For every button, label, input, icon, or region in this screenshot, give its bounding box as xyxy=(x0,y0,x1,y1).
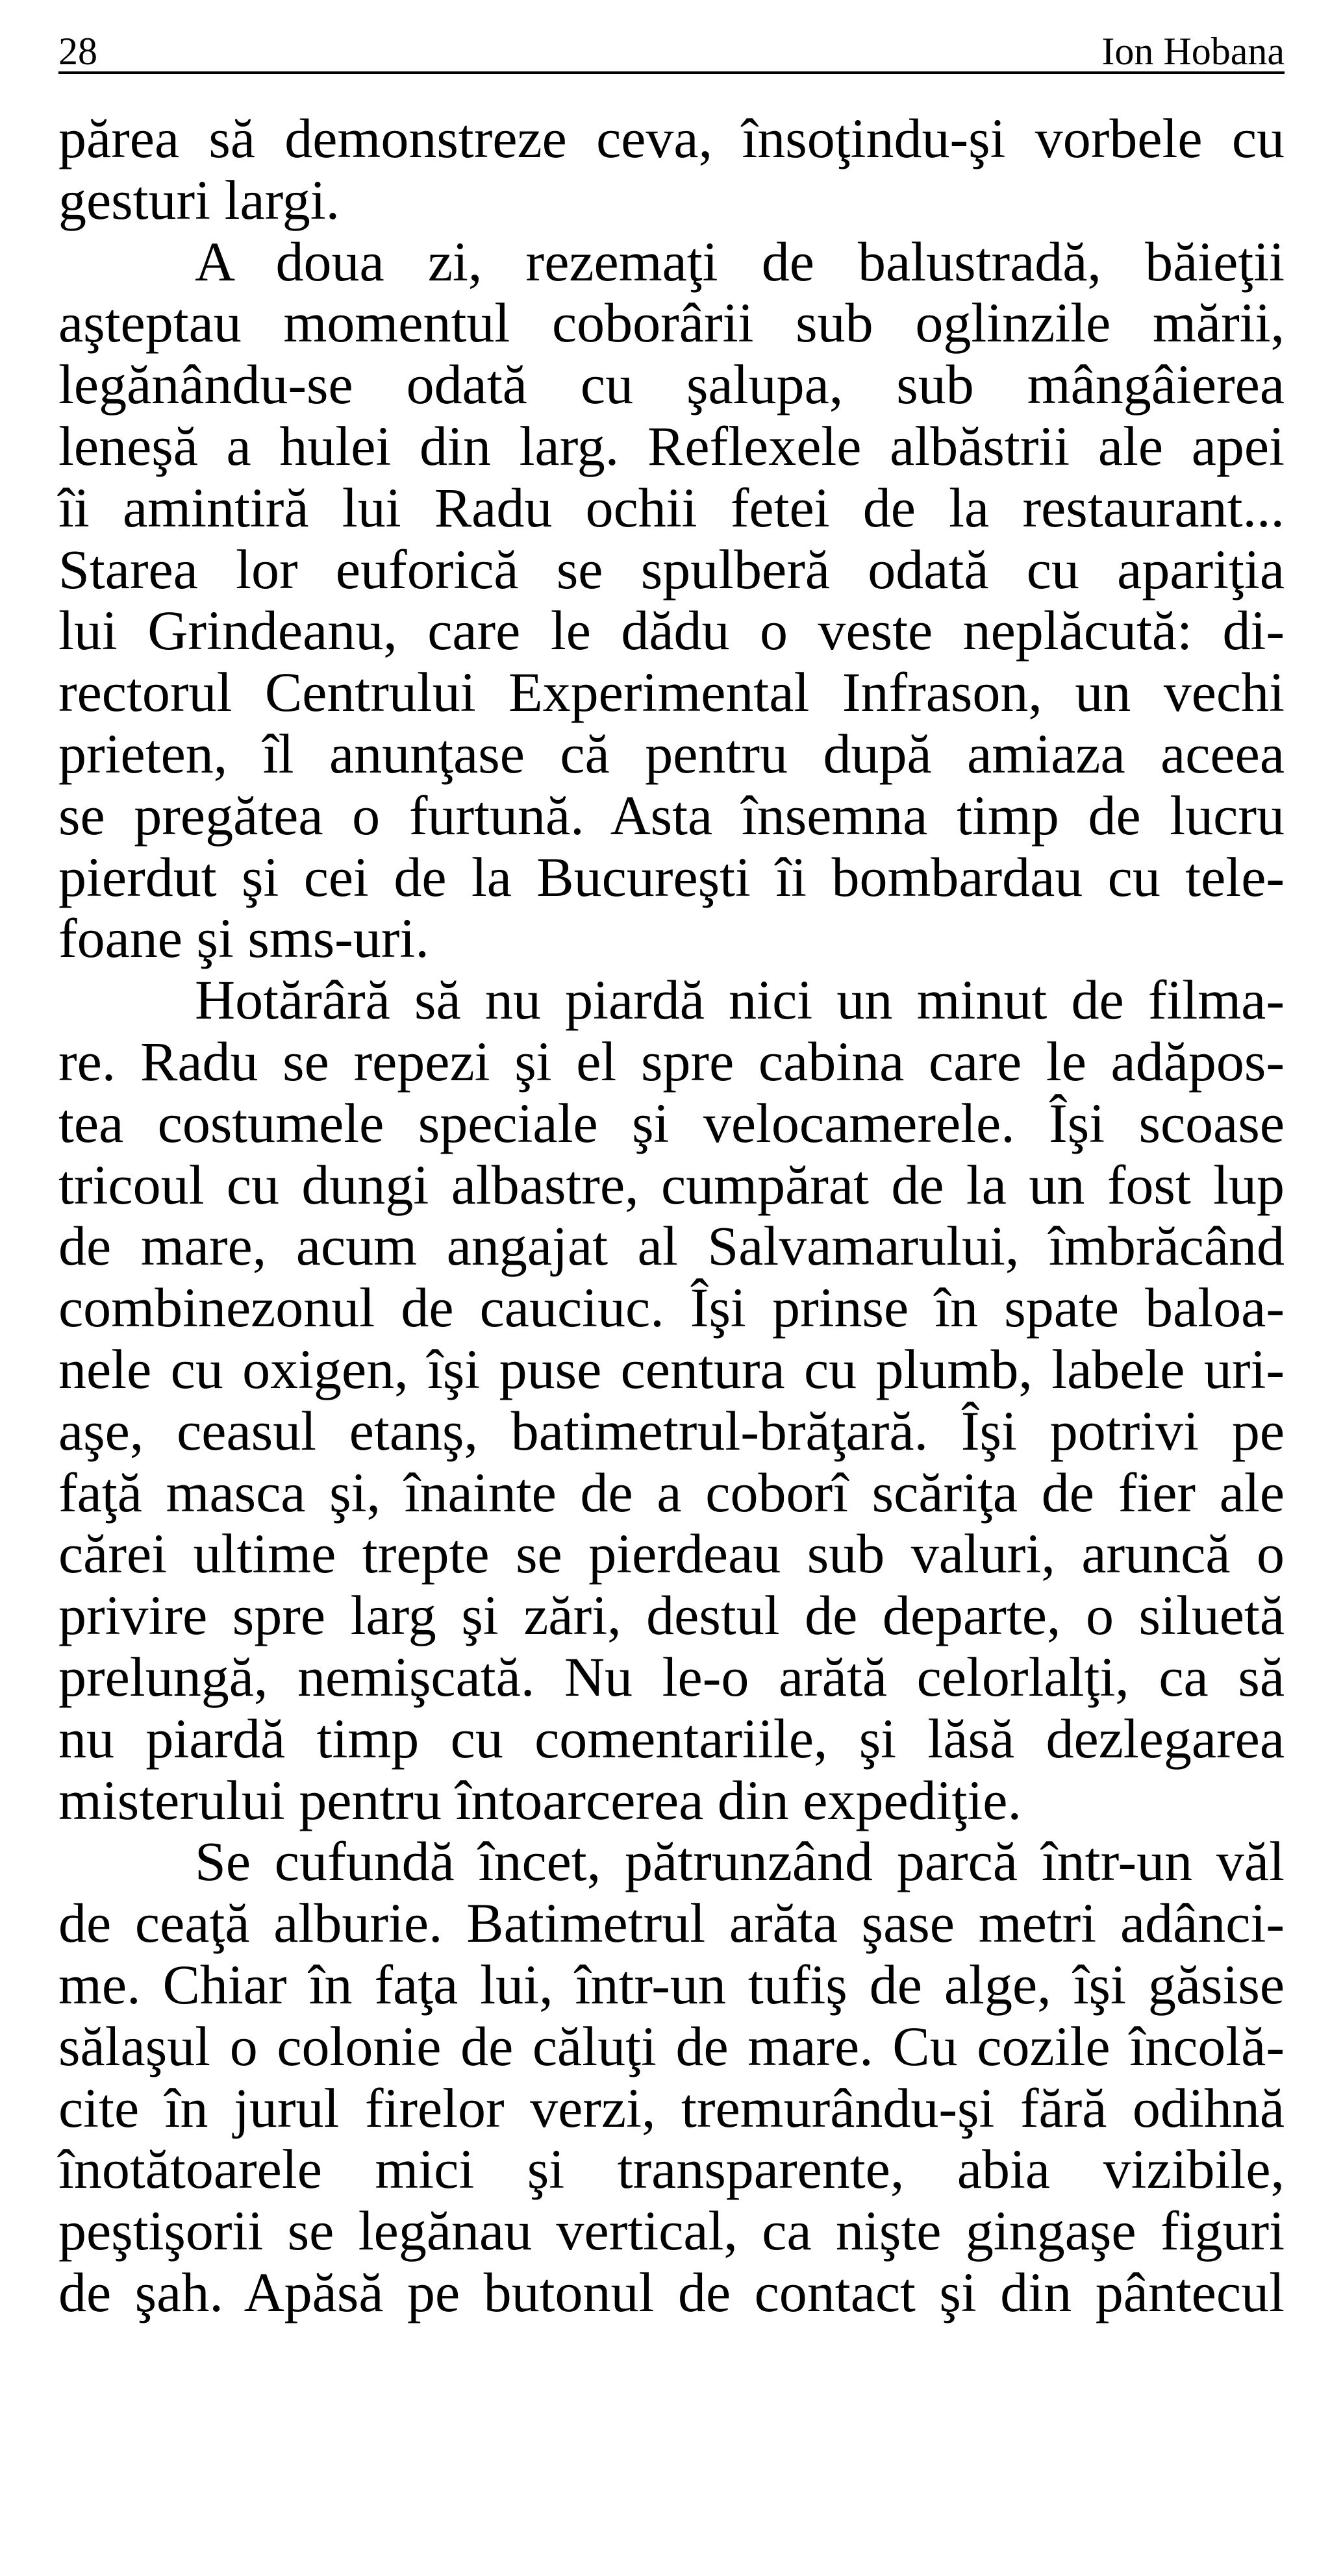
text-line: gesturi largi. xyxy=(58,168,340,231)
text-line: de mare, acum angajat al Salvamarului, îmbrăcând xyxy=(58,1215,1285,1278)
book-page xyxy=(58,26,1285,2545)
text-line: me. Chiar în faţa lui, într-un tufiş de alge, îşi găsise xyxy=(58,1953,1285,2016)
text-line: prieten, îl anunţase că pentru după amiaza aceea xyxy=(58,722,1285,785)
text-line: lui Grindeanu, care le dădu o veste neplăcută: di- xyxy=(58,599,1285,662)
text-line: leneşă a hulei din larg. Reflexele albăstrii ale apei xyxy=(58,414,1285,477)
text-line: Hotărâră să nu piardă nici un minut de filma- xyxy=(195,969,1285,1032)
text-line: Se cufundă încet, pătrunzând parcă într-un văl xyxy=(195,1830,1285,1893)
text-line: tricoul cu dungi albastre, cumpărat de la un fost lup xyxy=(58,1153,1285,1216)
text-line: cărei ultime trepte se pierdeau sub valuri, aruncă o xyxy=(58,1522,1285,1585)
running-header xyxy=(58,26,1285,74)
text-line: înotătoarele mici şi transparente, abia vizibile, xyxy=(58,2138,1285,2201)
text-line: cite în jurul firelor verzi, tremurându-şi fără odihnă xyxy=(58,2076,1285,2139)
text-line: de ceaţă alburie. Batimetrul arăta şase metri adânci- xyxy=(58,1892,1285,1955)
text-line: nele cu oxigen, îşi puse centura cu plumb, labele uri- xyxy=(58,1337,1285,1400)
text-line: nu piardă timp cu comentariile, şi lăsă dezlegarea xyxy=(58,1707,1285,1770)
text-line: aşe, ceasul etanş, batimetrul-brăţară. Îşi potrivi pe xyxy=(58,1399,1285,1462)
paragraph xyxy=(58,1831,1285,2323)
text-line: se pregătea o furtună. Asta însemna timp de lucru xyxy=(58,784,1285,847)
text-line: pierdut şi cei de la Bucureşti îi bombardau cu tele- xyxy=(58,845,1285,908)
text-line: combinezonul de cauciuc. Îşi prinse în spate baloa- xyxy=(58,1276,1285,1339)
text-line: de şah. Apăsă pe butonul de contact şi din pântecul xyxy=(58,2260,1285,2323)
paragraph xyxy=(58,969,1285,1831)
paragraph xyxy=(58,231,1285,970)
text-line: misterului pentru întoarcerea din expediţie. xyxy=(58,1768,1022,1831)
running-title-author: Ion Hobana xyxy=(1101,30,1285,73)
text-line: re. Radu se repezi şi el spre cabina care le adăpos- xyxy=(58,1030,1285,1093)
page-number: 28 xyxy=(58,30,97,73)
text-line: faţă masca şi, înainte de a coborî scăriţa de fier ale xyxy=(58,1461,1285,1524)
text-line: privire spre larg şi zări, destul de departe, o siluetă xyxy=(58,1584,1285,1647)
text-line: rectorul Centrului Experimental Infrason, un vechi xyxy=(58,661,1285,724)
text-line: aşteptau momentul coborârii sub oglinzile mării, xyxy=(58,291,1285,354)
text-line: îi amintiră lui Radu ochii fetei de la restaurant... xyxy=(58,476,1285,539)
text-line: peştişorii se legănau vertical, ca nişte gingaşe figuri xyxy=(58,2199,1285,2262)
text-line: sălaşul o colonie de căluţi de mare. Cu cozile încolă- xyxy=(58,2014,1285,2077)
text-line: părea să demonstreze ceva, însoţindu-şi vorbele cu xyxy=(58,107,1285,169)
text-line: legănându-se odată cu şalupa, sub mângâierea xyxy=(58,353,1285,416)
text-line: prelungă, nemişcată. Nu le-o arătă celorlalţi, ca să xyxy=(58,1645,1285,1708)
text-line: tea costumele speciale şi velocamerele. Îşi scoase xyxy=(58,1091,1285,1154)
body-text xyxy=(58,108,1285,2323)
text-line: Starea lor euforică se spulberă odată cu apariţia xyxy=(58,538,1285,601)
text-line: foane şi sms-uri. xyxy=(58,907,429,970)
paragraph xyxy=(58,108,1285,231)
text-line: A doua zi, rezemaţi de balustradă, băieţii xyxy=(195,230,1285,293)
